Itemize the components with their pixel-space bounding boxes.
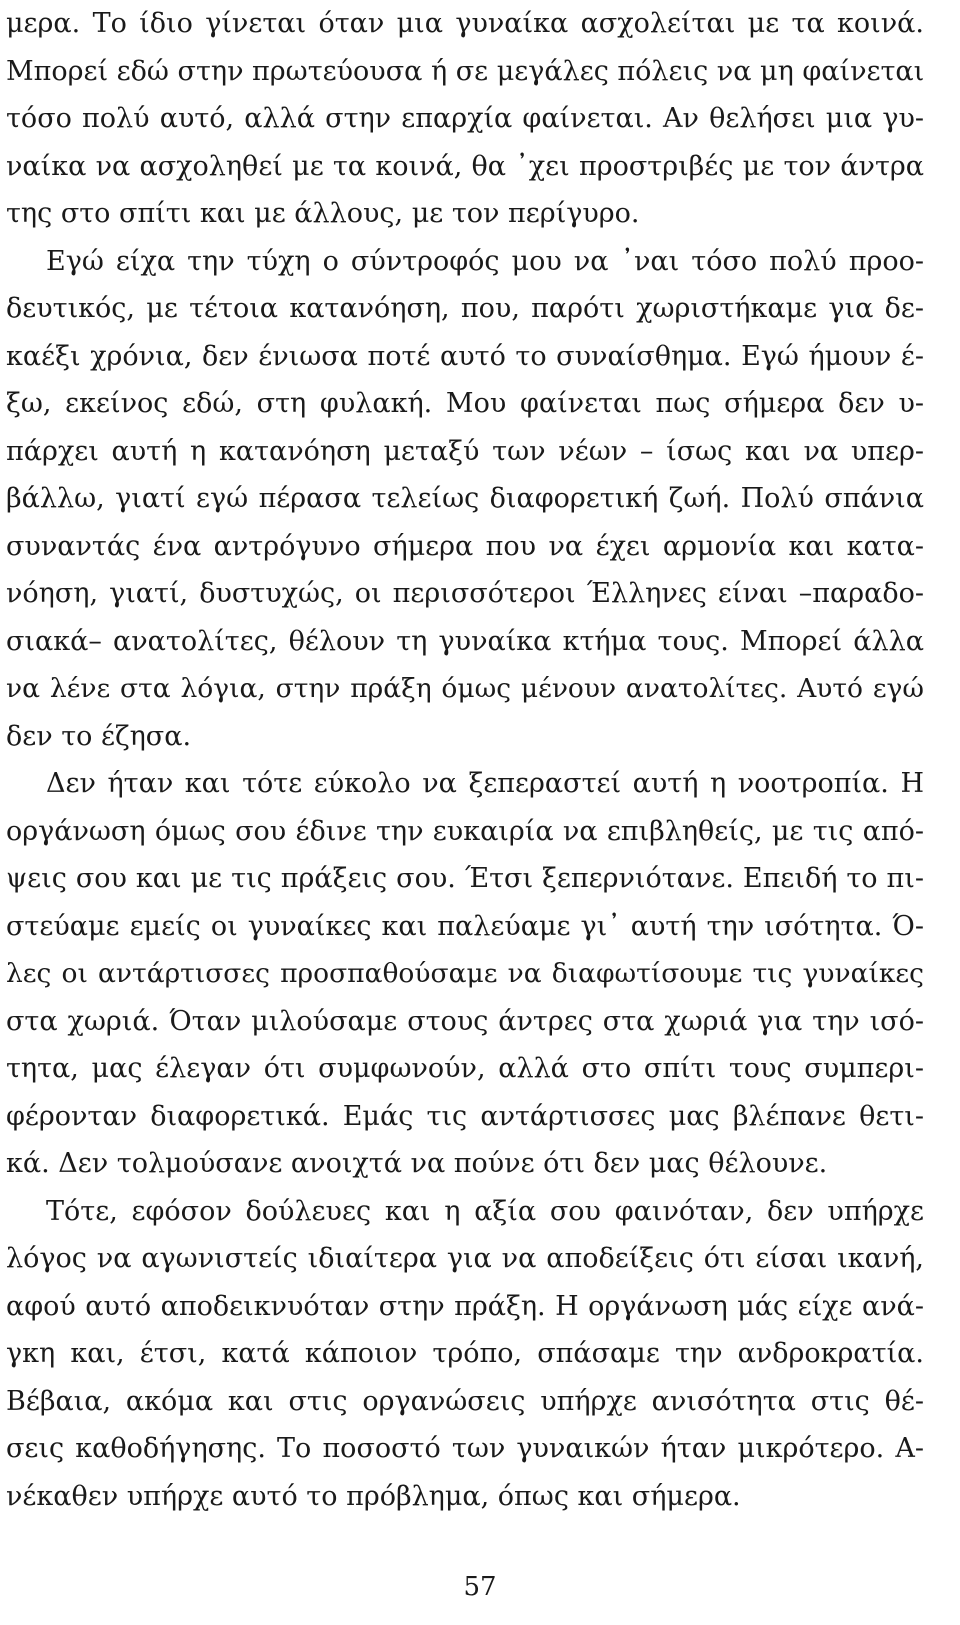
- text-line: μερα. Το ίδιο γίνεται όταν μια γυναίκα ασχολείται με τα κοινά.: [6, 8, 924, 39]
- text-line: στεύαμε εμείς οι γυναίκες και παλεύαμε γι᾽ αυτή την ισότητα. Ό-: [6, 910, 924, 942]
- text-line: Τότε, εφόσον δούλευες και η αξία σου φαινόταν, δεν υπήρχε: [46, 1195, 924, 1227]
- text-line: ναίκα να ασχοληθεί με τα κοινά, θα ᾽χει προστριβές με τον άντρα: [6, 150, 924, 182]
- text-line: καέξι χρόνια, δεν ένιωσα ποτέ αυτό το συναίσθημα. Εγώ ήμουν έ-: [6, 340, 924, 372]
- text-line: νέκαθεν υπήρχε αυτό το πρόβλημα, όπως και σήμερα.: [6, 1480, 741, 1512]
- text-line: πάρχει αυτή η κατανόηση μεταξύ των νέων – ίσως και να υπερ-: [6, 435, 924, 467]
- text-line: τόσο πολύ αυτό, αλλά στην επαρχία φαίνεται. Αν θελήσει μια γυ-: [6, 103, 924, 134]
- text-line: λόγος να αγωνιστείς ιδιαίτερα για να αποδείξεις ότι είσαι ικανή,: [6, 1243, 924, 1274]
- text-line: λες οι αντάρτισσες προσπαθούσαμε να διαφωτίσουμε τις γυναίκες: [6, 958, 924, 989]
- text-line: της στο σπίτι και με άλλους, με τον περίγυρο.: [6, 198, 640, 229]
- text-line: Μπορεί εδώ στην πρωτεύουσα ή σε μεγάλες πόλεις να μη φαίνεται: [6, 55, 925, 87]
- text-line: σιακά– ανατολίτες, θέλουν τη γυναίκα κτήμα τους. Μπορεί άλλα: [6, 625, 924, 657]
- text-line: Δεν ήταν και τότε εύκολο να ξεπεραστεί αυτή η νοοτροπία. Η: [46, 768, 924, 799]
- text-line: δευτικός, με τέτοια κατανόηση, που, παρότι χωριστήκαμε για δε-: [6, 293, 924, 324]
- text-line: κά. Δεν τολμούσανε ανοιχτά να πούνε ότι δεν μας θέλουνε.: [6, 1148, 828, 1179]
- text-line: στα χωριά. Όταν μιλούσαμε στους άντρες στα χωριά για την ισό-: [6, 1005, 924, 1037]
- text-line: σεις καθοδήγησης. Το ποσοστό των γυναικών ήταν μικρότερο. Α-: [6, 1433, 924, 1464]
- text-line: οργάνωση όμως σου έδινε την ευκαιρία να επιβληθείς, με τις από-: [6, 815, 924, 847]
- text-line: να λένε στα λόγια, στην πράξη όμως μένουν ανατολίτες. Αυτό εγώ: [6, 673, 924, 704]
- page-text: [6, 0, 924, 1520]
- text-line: ψεις σου και με τις πράξεις σου. Έτσι ξεπερνιότανε. Επειδή το πι-: [6, 863, 924, 894]
- text-line: συναντάς ένα αντρόγυνο σήμερα που να έχει αρμονία και κατα-: [6, 530, 924, 562]
- text-line: ξω, εκείνος εδώ, στη φυλακή. Μου φαίνεται πως σήμερα δεν υ-: [6, 388, 924, 419]
- text-line: τητα, μας έλεγαν ότι συμφωνούν, αλλά στο σπίτι τους συμπερι-: [6, 1053, 924, 1084]
- page-number: 57: [463, 1572, 497, 1602]
- text-line: γκη και, έτσι, κατά κάποιον τρόπο, σπάσαμε την ανδροκρατία.: [6, 1338, 924, 1369]
- text-line: Βέβαια, ακόμα και στις οργανώσεις υπήρχε ανισότητα στις θέ-: [6, 1385, 924, 1417]
- text-line: αφού αυτό αποδεικνυόταν στην πράξη. Η οργάνωση μάς είχε ανά-: [6, 1290, 924, 1322]
- text-line: Εγώ είχα την τύχη ο σύντροφός μου να ᾽ναι τόσο πολύ προο-: [46, 245, 924, 277]
- text-line: φέρονταν διαφορετικά. Εμάς τις αντάρτισσες μας βλέπανε θετι-: [6, 1100, 924, 1132]
- text-line: δεν το έζησα.: [6, 720, 192, 752]
- text-line: νόηση, γιατί, δυστυχώς, οι περισσότεροι Έλληνες είναι –παραδο-: [6, 578, 924, 609]
- text-line: βάλλω, γιατί εγώ πέρασα τελείως διαφορετική ζωή. Πολύ σπάνια: [6, 483, 924, 514]
